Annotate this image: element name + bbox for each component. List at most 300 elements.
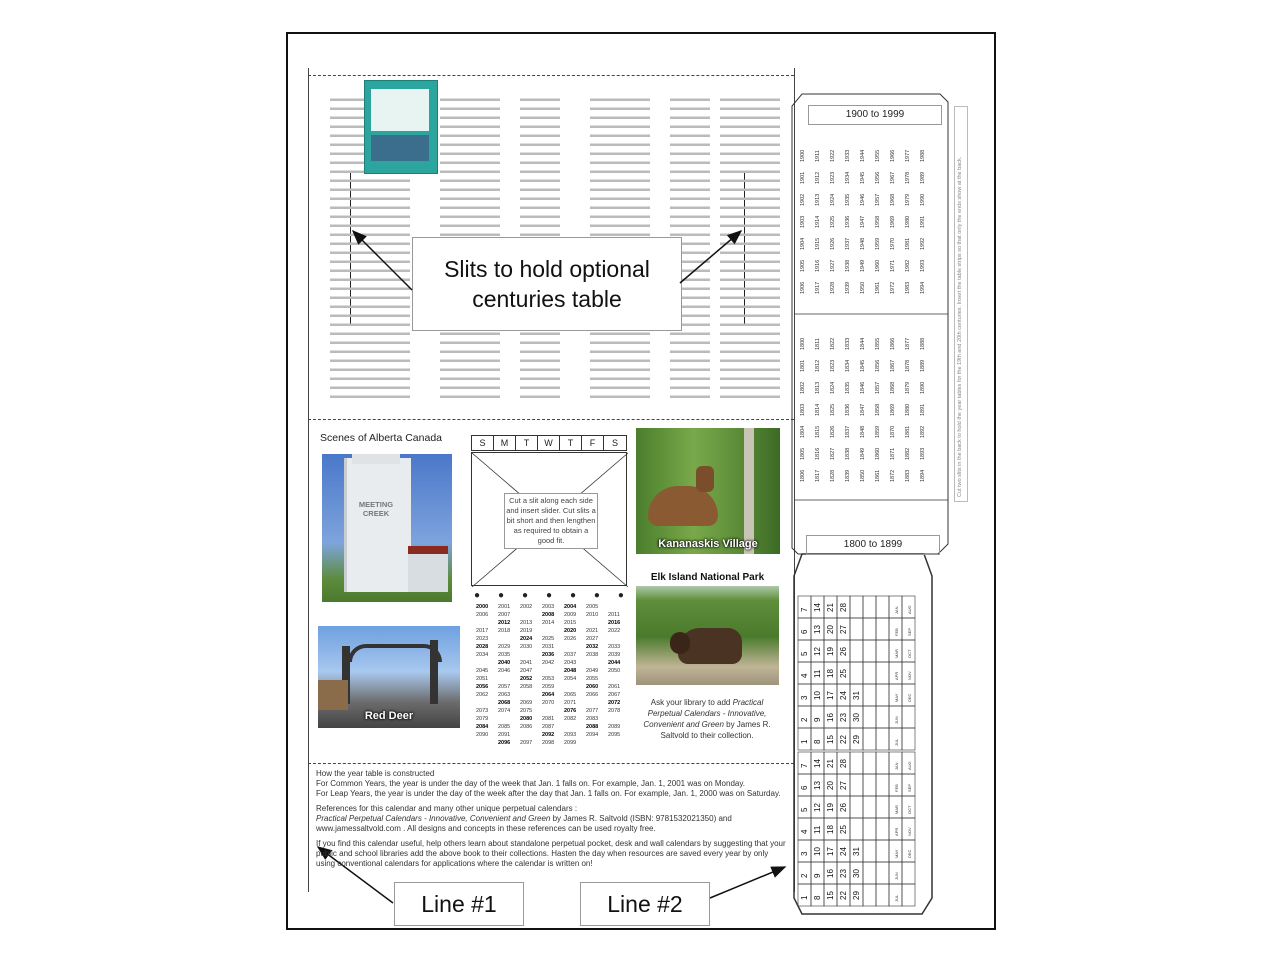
date-grid-bottom-day-number: 13 — [813, 781, 822, 790]
year-cell: 2017 — [476, 628, 489, 634]
year-cell: 2056 — [476, 684, 489, 690]
year-cell: 2004 — [564, 604, 577, 610]
century-year-1800s: 1882 — [905, 447, 911, 460]
date-grid-bottom-day-number: 10 — [813, 847, 822, 856]
century-year-1900s: 1913 — [815, 193, 821, 206]
century-year-1800s: 1824 — [830, 381, 836, 394]
century-year-1800s: 1823 — [830, 359, 836, 372]
year-cell: 2007 — [498, 612, 511, 618]
century-year-1900s: 1979 — [905, 193, 911, 206]
century-year-1800s: 1891 — [920, 403, 926, 416]
century-year-1800s: 1849 — [860, 447, 866, 460]
year-table-heading: How the year table is constructed — [316, 769, 435, 778]
century-year-1800s: 1867 — [890, 359, 896, 372]
century-year-1900s: 1955 — [875, 149, 881, 162]
century-year-1800s: 1833 — [845, 337, 851, 350]
year-cell: 2011 — [608, 612, 620, 618]
date-grid-bottom-cell — [850, 796, 863, 818]
century-year-1900s: 1980 — [905, 215, 911, 228]
date-grid-top-day-number: 29 — [852, 735, 861, 744]
century-year-1800s: 1811 — [815, 338, 821, 350]
century-year-1900s: 1961 — [875, 281, 881, 294]
century-year-1900s: 1990 — [920, 193, 926, 206]
year-cell: 2052 — [520, 676, 533, 682]
date-grid-bottom-month-label: JAN — [894, 762, 899, 770]
year-cell: 2089 — [608, 724, 621, 730]
year-cell — [542, 627, 564, 635]
century-year-1900s: 1939 — [845, 281, 851, 294]
year-cell: 2090 — [476, 732, 489, 738]
date-grid-top-day-number: 27 — [839, 625, 848, 634]
century-year-1800s: 1850 — [860, 469, 866, 482]
year-cell: 2066 — [586, 692, 599, 698]
scenes-title: Scenes of Alberta Canada — [320, 432, 443, 444]
library-note-prefix: Ask your library to add — [650, 698, 733, 707]
line2-text: Line #2 — [607, 890, 683, 917]
date-grid-top-cell — [863, 728, 876, 750]
year-cell: 2044 — [608, 660, 621, 666]
date-grid-top-month-label: SEP — [907, 627, 912, 636]
year-cell: 2046 — [498, 668, 511, 674]
century-year-1900s: 1904 — [800, 237, 806, 250]
year-cell — [520, 611, 542, 619]
century-year-1900s: 1969 — [890, 215, 896, 228]
date-grid-top-day-number: 18 — [826, 669, 835, 678]
year-cell: 2075 — [520, 708, 533, 714]
date-grid-bottom-cell — [876, 774, 889, 796]
side-note-text: Cut two slits in the back to hold the year tables for the 19th and 20th centuries. Insert the table strips so that only the ends show at the back. — [957, 156, 963, 497]
year-cell: 2053 — [542, 676, 555, 682]
day-header-cell: T — [516, 436, 538, 450]
year-cell: 2058 — [520, 684, 533, 690]
date-grid-bottom-day-number: 19 — [826, 803, 835, 812]
century-year-1900s: 1958 — [875, 215, 881, 228]
century-year-1900s: 1966 — [890, 149, 896, 162]
date-grid-bottom-day-number: 20 — [826, 781, 835, 790]
date-grid-bottom-month-label: APR — [894, 827, 899, 836]
century-year-1800s: 1860 — [875, 447, 881, 460]
date-grid-top-cell — [876, 596, 889, 618]
year-cell: 2019 — [520, 628, 533, 634]
library-note-suffix: by James R. Saltvold to their collection. — [660, 720, 771, 740]
date-grid-bottom-day-number: 14 — [813, 759, 822, 768]
century-year-1800s: 1858 — [875, 403, 881, 416]
century-year-1900s: 1938 — [845, 259, 851, 272]
century-1900s-label: 1900 to 1999 — [808, 105, 942, 125]
century-year-1900s: 1981 — [905, 237, 911, 250]
date-grid-top-day-number: 6 — [800, 629, 809, 634]
year-cell: 2005 — [586, 604, 599, 610]
century-year-1900s: 1915 — [815, 237, 821, 250]
year-cell: 2014 — [542, 620, 555, 626]
day-header — [471, 435, 627, 451]
date-grid-bottom-month-label: DEC — [907, 849, 912, 858]
century-year-1900s: 1992 — [920, 237, 926, 250]
century-year-1900s: 1903 — [800, 215, 806, 228]
century-year-1900s: 1912 — [815, 171, 821, 184]
century-year-1900s: 1983 — [905, 281, 911, 294]
century-year-1800s: 1861 — [875, 469, 881, 482]
date-grid-top-cell — [876, 662, 889, 684]
date-grid-top-day-number: 23 — [839, 713, 848, 722]
year-cell — [520, 691, 542, 699]
date-grid-bottom-cell — [876, 818, 889, 840]
date-grid-bottom-day-number: 28 — [839, 759, 848, 768]
date-grid-bottom-day-number: 17 — [826, 847, 835, 856]
century-year-1900s: 1957 — [875, 193, 881, 206]
date-grid-bottom-month-label: OCT — [907, 805, 912, 814]
century-year-1800s: 1848 — [860, 425, 866, 438]
century-year-1800s: 1890 — [920, 381, 926, 394]
century-year-1900s: 1937 — [845, 237, 851, 250]
century-year-1800s: 1836 — [845, 403, 851, 416]
year-cell: 2015 — [564, 620, 577, 626]
century-year-1900s: 1967 — [890, 171, 896, 184]
century-year-1800s: 1892 — [920, 425, 926, 438]
century-year-1900s: 1911 — [815, 150, 821, 162]
year-cell: 2036 — [542, 652, 555, 658]
century-year-1900s: 1977 — [905, 149, 911, 162]
century-year-1800s: 1814 — [815, 403, 821, 416]
year-cell — [520, 651, 542, 659]
date-grid-top-day-number: 12 — [813, 647, 822, 656]
century-year-1900s: 1949 — [860, 259, 866, 272]
century-year-1900s: 1900 — [800, 149, 806, 162]
date-grid-top-month-label: NOV — [907, 671, 912, 680]
date-grid-bottom-cell — [850, 774, 863, 796]
century-year-1900s: 1928 — [830, 281, 836, 294]
date-grid-bottom-day-number: 8 — [813, 895, 822, 900]
date-grid-bottom-cell — [863, 862, 876, 884]
date-grid-top-cell — [850, 596, 863, 618]
date-grid-top-cell — [798, 618, 811, 640]
year-cell: 2023 — [476, 636, 489, 642]
date-grid-bottom-day-number: 11 — [813, 825, 822, 834]
year-cell: 2043 — [564, 660, 577, 666]
year-cell: 2061 — [608, 684, 621, 690]
century-year-1800s: 1881 — [905, 425, 911, 438]
year-cell: 2094 — [586, 732, 599, 738]
date-grid-bottom-day-number: 1 — [800, 895, 809, 900]
leap-years-text: For Leap Years, the year is under the day of the week after the day that Jan. 1 falls on. For example, Jan. 1, 2000 was on Saturday. — [316, 789, 781, 798]
century-year-1900s: 1926 — [830, 237, 836, 250]
date-grid-top-day-number: 19 — [826, 647, 835, 656]
year-cell: 2002 — [520, 604, 533, 610]
year-cell: 2057 — [498, 684, 511, 690]
date-grid-bottom-cell — [863, 818, 876, 840]
century-year-1900s: 1960 — [875, 259, 881, 272]
dots-row: ● ● ● ● ● ● ● — [474, 590, 624, 601]
date-grid-top-cell — [876, 684, 889, 706]
year-cell: 2035 — [498, 652, 511, 658]
year-cell: 2024 — [520, 636, 533, 642]
date-grid-bottom-cell — [876, 752, 889, 774]
year-cell: 2086 — [520, 724, 533, 730]
century-year-1900s: 1972 — [890, 281, 896, 294]
year-cell: 2026 — [564, 636, 577, 642]
date-grid-top-cell — [902, 706, 915, 728]
date-grid-top-day-number: 5 — [800, 651, 809, 656]
year-cell: 2025 — [542, 636, 555, 642]
date-grid-bottom-cell — [798, 818, 811, 840]
century-year-1800s: 1870 — [890, 425, 896, 438]
date-grid-bottom-cell — [798, 862, 811, 884]
year-cell: 2008 — [542, 612, 555, 618]
year-cell: 2076 — [564, 708, 577, 714]
year-cell: 2085 — [498, 724, 511, 730]
date-grid-bottom-month-label: JUL — [894, 894, 899, 902]
year-cell: 2001 — [498, 604, 511, 610]
year-cell: 2087 — [542, 724, 555, 730]
date-grid-bottom-day-number: 9 — [813, 873, 822, 878]
red-deer-photo — [318, 626, 460, 728]
year-cell: 2073 — [476, 708, 489, 714]
date-grid-bottom-cell — [863, 774, 876, 796]
century-year-1800s: 1822 — [830, 337, 836, 350]
side-note-box — [954, 106, 968, 502]
year-cell: 2055 — [586, 676, 599, 682]
year-cell — [564, 723, 586, 731]
century-year-1800s: 1812 — [815, 359, 821, 372]
date-grid-top-cell — [876, 640, 889, 662]
date-grid-bottom-cell — [798, 752, 811, 774]
date-grid-bottom-day-number: 4 — [800, 829, 809, 834]
century-year-1900s: 1927 — [830, 259, 836, 272]
year-cell: 2082 — [564, 716, 577, 722]
century-year-1800s: 1893 — [920, 447, 926, 460]
date-grid-top-day-number: 26 — [839, 647, 848, 656]
year-cell — [476, 619, 498, 627]
date-grid-bottom-day-number: 26 — [839, 803, 848, 812]
date-grid-top-month-label: JUN — [894, 716, 899, 724]
date-grid-bottom-day-number: 30 — [852, 869, 861, 878]
year-cell: 2083 — [586, 716, 599, 722]
century-year-columns — [796, 150, 946, 500]
century-year-1800s: 1837 — [845, 425, 851, 438]
century-year-1900s: 1906 — [800, 281, 806, 294]
year-cell: 2080 — [520, 716, 533, 722]
year-cell — [608, 715, 630, 723]
century-year-1900s: 1923 — [830, 171, 836, 184]
date-grid-bottom-day-number: 3 — [800, 851, 809, 856]
date-grid-top-cell — [876, 728, 889, 750]
year-cell — [542, 667, 564, 675]
century-year-1800s: 1826 — [830, 425, 836, 438]
year-cell: 2062 — [476, 692, 489, 698]
date-grid-top-day-number: 1 — [800, 739, 809, 744]
century-year-1900s: 1935 — [845, 193, 851, 206]
year-cell: 2063 — [498, 692, 511, 698]
year-cell: 2009 — [564, 612, 577, 618]
year-cell: 2032 — [586, 644, 599, 650]
year-cell — [476, 659, 498, 667]
date-grid-top-cell — [798, 640, 811, 662]
date-grid-top-day-number: 16 — [826, 713, 835, 722]
year-cell: 2095 — [608, 732, 621, 738]
date-grid-top-day-number: 4 — [800, 673, 809, 678]
library-note-book: Practical Perpetual Calendars - Innovative, Convenient and Green — [643, 698, 767, 729]
date-grid-bottom-day-number: 5 — [800, 807, 809, 812]
century-year-1800s: 1827 — [830, 447, 836, 460]
date-grid-top-month-label: MAR — [894, 649, 899, 658]
year-cell — [476, 699, 498, 707]
century-year-1900s: 1916 — [815, 259, 821, 272]
year-cell: 2028 — [476, 644, 489, 650]
year-cell: 2020 — [564, 628, 577, 634]
year-cell: 2077 — [586, 708, 599, 714]
date-grid-top-cell — [850, 662, 863, 684]
century-year-1800s: 1855 — [875, 337, 881, 350]
date-grid-top-cell — [863, 706, 876, 728]
date-grid-bottom-day-number: 15 — [826, 891, 835, 900]
year-cell: 2047 — [520, 668, 533, 674]
date-grid-top-cell — [876, 706, 889, 728]
kananaskis-caption: Kananaskis Village — [658, 538, 758, 550]
references-site: www.jamessaltvold.com . All designs and concepts in these references can be used royalty free. — [316, 824, 656, 833]
century-year-1800s: 1869 — [890, 403, 896, 416]
century-year-1800s: 1857 — [875, 381, 881, 394]
year-cell: 2067 — [608, 692, 621, 698]
line1-text: Line #1 — [421, 890, 497, 917]
century-year-1800s: 1894 — [920, 469, 926, 482]
red-deer-caption: Red Deer — [364, 710, 414, 722]
century-year-1800s: 1872 — [890, 469, 896, 482]
date-grid — [796, 596, 932, 902]
century-year-1900s: 1936 — [845, 215, 851, 228]
closing-paragraph: If you find this calendar useful, help others learn about standalone perpetual pocket, desk and wall calendars by suggesting that your public and school libraries add the above book to their collections. Hasten the day when resources are saved every year by only using conventional calendars for applications where the calendar is written on! — [316, 839, 786, 868]
year-cell: 2003 — [542, 604, 555, 610]
date-grid-bottom-day-number: 22 — [839, 891, 848, 900]
century-year-1800s: 1871 — [890, 447, 896, 460]
year-cell: 2039 — [608, 652, 621, 658]
day-header-cell: S — [611, 438, 618, 448]
century-year-1800s: 1825 — [830, 403, 836, 416]
century-year-1900s: 1902 — [800, 193, 806, 206]
century-year-1800s: 1813 — [815, 381, 821, 394]
elk-island-photo — [636, 564, 779, 685]
century-year-1900s: 1988 — [920, 149, 926, 162]
century-year-1800s: 1803 — [800, 403, 806, 416]
kananaskis-photo — [636, 428, 780, 554]
year-cell: 2060 — [586, 684, 599, 690]
year-cell: 2068 — [498, 700, 511, 706]
year-cell — [608, 603, 630, 611]
library-note — [636, 697, 778, 741]
century-year-1800s: 1846 — [860, 381, 866, 394]
arrow-line2 — [710, 867, 785, 898]
century-year-1800s: 1877 — [905, 337, 911, 350]
references-book: Practical Perpetual Calendars - Innovative, Convenient and Green — [316, 814, 551, 823]
year-cell: 2034 — [476, 652, 489, 658]
date-grid-top-cell — [811, 706, 824, 728]
date-grid-top-cell — [798, 684, 811, 706]
grain-elevator-photo — [322, 454, 452, 602]
year-cell: 2081 — [542, 716, 555, 722]
date-grid-top-day-number: 25 — [839, 669, 848, 678]
date-grid-bottom-month-label: NOV — [907, 827, 912, 836]
date-grid-top-day-number: 15 — [826, 735, 835, 744]
year-cell: 2091 — [498, 732, 511, 738]
date-grid-bottom-day-number: 12 — [813, 803, 822, 812]
date-grid-top-day-number: 14 — [813, 603, 822, 612]
date-grid-top-cell — [850, 640, 863, 662]
century-year-1800s: 1834 — [845, 359, 851, 372]
year-cell: 2000 — [476, 604, 489, 610]
date-grid-top-month-label: OCT — [907, 649, 912, 658]
century-year-1900s: 1945 — [860, 171, 866, 184]
year-cell: 2078 — [608, 708, 621, 714]
year-cell: 2016 — [608, 620, 621, 626]
year-cell: 2010 — [586, 612, 599, 618]
date-grid-top-day-number: 31 — [852, 691, 861, 700]
day-header-cell: T — [560, 436, 582, 450]
century-year-1800s: 1879 — [905, 381, 911, 394]
date-grid-top-cell — [902, 728, 915, 750]
century-year-1800s: 1868 — [890, 381, 896, 394]
bottom-text-block — [316, 769, 786, 869]
century-year-1900s: 1901 — [800, 171, 806, 184]
date-grid-bottom-cell — [863, 796, 876, 818]
date-grid-bottom-cell — [798, 840, 811, 862]
year-cell — [542, 707, 564, 715]
date-grid-top-month-label: JAN — [894, 606, 899, 614]
century-year-1800s: 1856 — [875, 359, 881, 372]
date-grid-top-day-number: 8 — [813, 739, 822, 744]
date-grid-top-month-label: JUL — [894, 738, 899, 746]
century-year-1800s: 1889 — [920, 359, 926, 372]
century-year-1900s: 1905 — [800, 259, 806, 272]
century-year-1800s: 1838 — [845, 447, 851, 460]
year-cell: 2012 — [498, 620, 511, 626]
date-grid-bottom-cell — [850, 818, 863, 840]
century-1800s-label: 1800 to 1899 — [806, 535, 940, 555]
year-cell — [498, 635, 520, 643]
date-grid-bottom-month-label: JUN — [894, 872, 899, 880]
century-year-1900s: 1934 — [845, 171, 851, 184]
date-grid-top-month-label: DEC — [907, 693, 912, 702]
year-cell: 2048 — [564, 668, 577, 674]
year-cell: 2079 — [476, 716, 489, 722]
date-grid-bottom-cell — [798, 796, 811, 818]
century-year-1800s: 1815 — [815, 425, 821, 438]
day-header-cell: F — [582, 436, 604, 450]
century-year-1900s: 1917 — [815, 281, 821, 294]
century-year-1900s: 1956 — [875, 171, 881, 184]
century-year-1900s: 1944 — [860, 149, 866, 162]
date-grid-bottom-month-label: MAY — [894, 849, 899, 858]
date-grid-bottom-day-number: 21 — [826, 759, 835, 768]
day-header-cell: S — [472, 436, 494, 450]
century-year-1900s: 1946 — [860, 193, 866, 206]
century-year-1800s: 1859 — [875, 425, 881, 438]
century-year-1900s: 1948 — [860, 237, 866, 250]
line2-callout — [580, 882, 710, 926]
year-cell: 2030 — [520, 644, 533, 650]
century-year-1800s: 1888 — [920, 337, 926, 350]
arrow-right-slit — [680, 231, 741, 283]
date-grid-bottom-day-number: 23 — [839, 869, 848, 878]
year-cell: 2093 — [564, 732, 577, 738]
century-year-1800s: 1800 — [800, 337, 806, 350]
date-grid-top-day-number: 13 — [813, 625, 822, 634]
century-year-1900s: 1950 — [860, 281, 866, 294]
date-grid-bottom-cell — [811, 862, 824, 884]
day-header-cell: W — [538, 436, 560, 450]
date-grid-top-day-number: 7 — [800, 607, 809, 612]
century-year-1800s: 1835 — [845, 381, 851, 394]
year-cell: 2051 — [476, 676, 489, 682]
century-year-1800s: 1804 — [800, 425, 806, 438]
